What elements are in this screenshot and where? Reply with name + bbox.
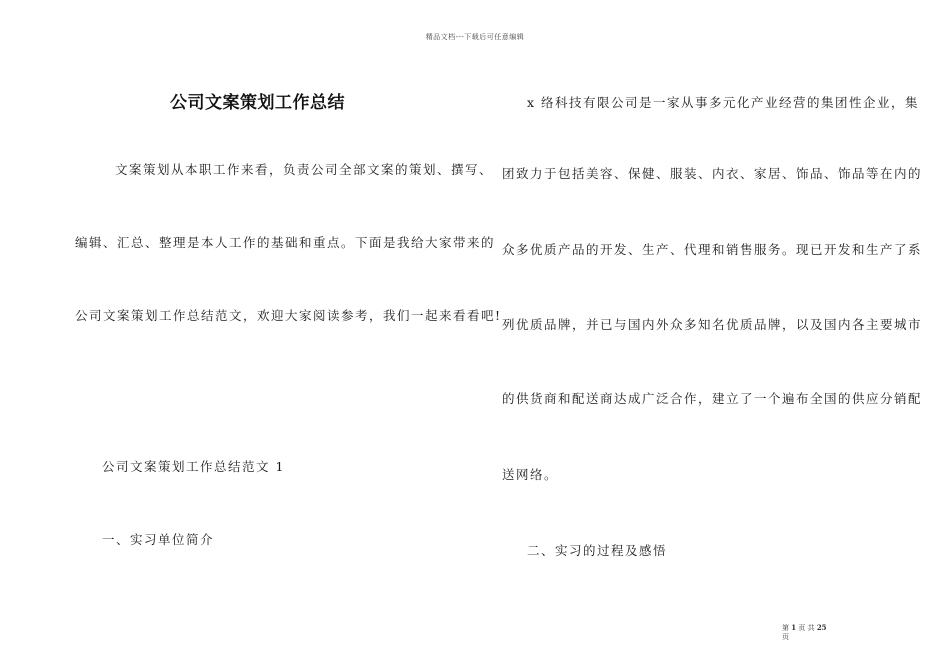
section-heading-2: 二、实习的过程及感悟 <box>527 543 668 558</box>
page-indicator <box>782 623 842 642</box>
total-pages-number: 25 <box>816 623 827 632</box>
right-line-1: x 络科技有限公司是一家从事多元化产业经营的集团性企业，集 <box>527 95 920 110</box>
page-suffix: 页 <box>782 633 789 641</box>
right-line-3: 众多优质产品的开发、生产、代理和销售服务。现已开发和生产了系 <box>502 242 923 257</box>
right-line-6: 送网络。 <box>502 467 559 482</box>
section-heading-fanwen-1: 公司文案策划工作总结范文 1 <box>102 459 285 474</box>
left-line-3: 公司文案策划工作总结范文，欢迎大家阅读参考，我们一起来看看吧! <box>75 308 502 323</box>
document-title: 公司文案策划工作总结 <box>170 93 345 113</box>
header-note: 精品文档---下载后可任意编辑 <box>425 33 525 41</box>
right-line-4: 列优质品牌，并已与国内外众多知名优质品牌，以及国内各主要城市 <box>502 317 923 332</box>
page-prefix: 第 <box>782 624 789 632</box>
left-line-1: 文案策划从本职工作来看，负责公司全部文案的策划、撰写、 <box>115 162 494 177</box>
page-mid: 页 共 <box>798 624 815 632</box>
section-heading-1: 一、实习单位简介 <box>102 532 215 547</box>
right-line-5: 的供货商和配送商达成广泛合作，建立了一个遍布全国的供应分销配 <box>502 391 923 406</box>
right-line-2: 团致力于包括美容、保健、服装、内衣、家居、饰品、饰品等在内的 <box>502 166 923 181</box>
left-line-2: 编辑、汇总、整理是本人工作的基础和重点。下面是我给大家带来的 <box>75 235 496 250</box>
current-page-number: 1 <box>791 623 797 632</box>
